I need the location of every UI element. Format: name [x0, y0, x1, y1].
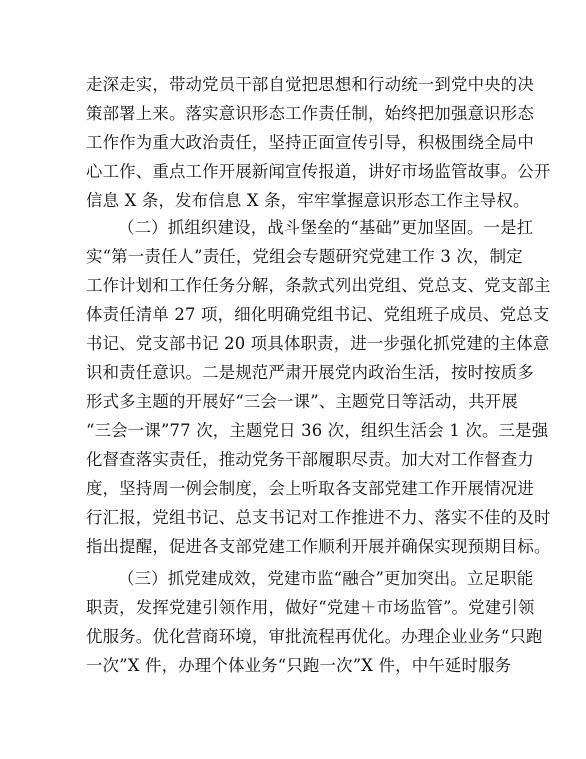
text-line: 识和责任意识。二是规范严肃开展党内政治生活，按时按质多	[86, 363, 534, 382]
paragraph-effectiveness	[86, 564, 543, 680]
text-line: 行汇报，党组书记、总支书记对工作推进不力、落实不佳的及时	[86, 508, 551, 527]
text-line: （二）抓组织建设，战斗堡垒的“基础”更加坚固。一是扛	[118, 218, 534, 237]
text-line: 优服务。优化营商环境，审批流程再优化。办理企业业务“只跑	[86, 627, 543, 646]
text-line: 职责，发挥党建引领作用，做好“党建＋市场监管”。党建引领	[86, 598, 535, 617]
paragraph-organization	[86, 213, 551, 561]
text-line: 体责任清单 27 项，细化明确党组书记、党组班子成员、党总支	[86, 305, 550, 324]
text-line: 心工作、重点工作开展新闻宣传报道，讲好市场监管故事。公开	[86, 162, 551, 181]
text-line: 书记、党支部书记 20 项具体职责，进一步强化抓党建的主体意	[86, 334, 550, 353]
text-line: （三）抓党建成效，党建市监“融合”更加突出。立足职能	[118, 569, 534, 588]
text-line: 一次”X 件，办理个体业务“只跑一次”X 件，中午延时服务	[86, 656, 512, 675]
text-line: 策部署上来。落实意识形态工作责任制，始终把加强意识形态	[86, 104, 534, 123]
text-line: 实“第一责任人”责任，党组会专题研究党建工作 3 次，制定	[86, 247, 523, 266]
text-line: 工作计划和工作任务分解，条款式列出党组、党总支、党支部主	[86, 276, 551, 295]
text-line: 形式多主题的开展好“三会一课”、主题党日等活动，共开展	[86, 392, 518, 411]
text-line: 指出提醒，促进各支部党建工作顺利开展并确保实现预期目标。	[86, 537, 551, 556]
text-line: 度，坚持周一例会制度，会上听取各支部党建工作开展情况进	[86, 479, 534, 498]
paragraph-ideology	[86, 70, 551, 215]
text-line: “三会一课”77 次，主题党日 36 次，组织生活会 1 次。三是强	[86, 421, 549, 440]
text-line: 工作作为重大政治责任，坚持正面宣传引导，积极围绕全局中	[86, 133, 534, 152]
text-line: 走深走实，带动党员干部自觉把思想和行动统一到党中央的决	[86, 75, 534, 94]
text-line: 信息 X 条，发布信息 X 条，牢牢掌握意识形态工作主导权。	[86, 191, 530, 210]
text-line: 化督查落实责任，推动党务干部履职尽责。加大对工作督查力	[86, 450, 534, 469]
